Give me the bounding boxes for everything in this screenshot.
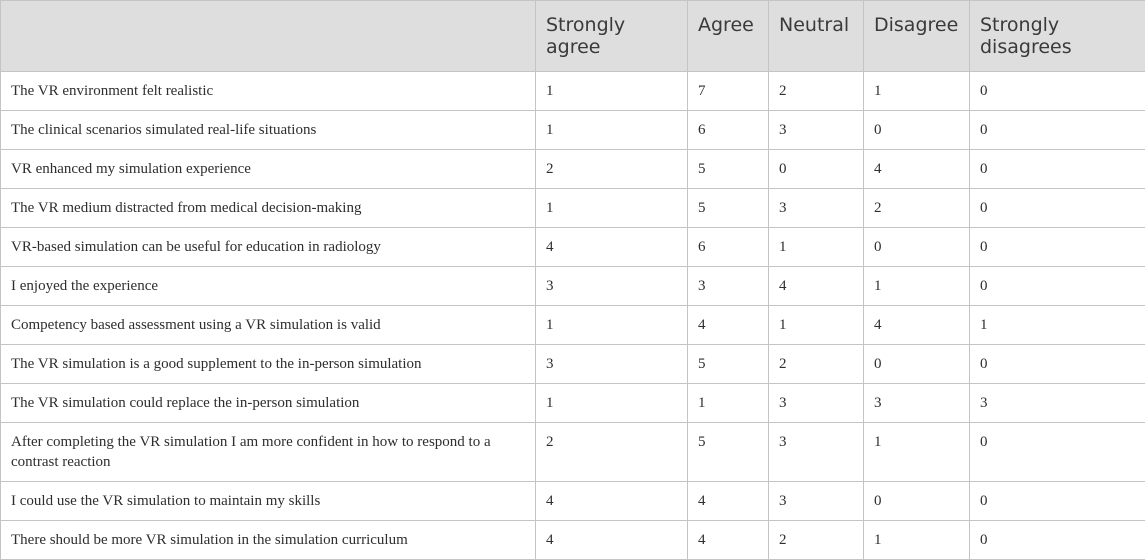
cell-strongly-disagrees: 0 [970,267,1145,306]
cell-disagree: 4 [864,306,970,345]
header-strongly-agree: Strongly agree [536,1,688,72]
table-row [1,482,1145,521]
cell-neutral: 2 [769,521,864,560]
table-row [1,111,1145,150]
cell-strongly-agree: 3 [536,345,688,384]
row-statement: I enjoyed the experience [1,267,536,306]
cell-strongly-agree: 1 [536,111,688,150]
cell-strongly-disagrees: 3 [970,384,1145,423]
cell-strongly-agree: 1 [536,72,688,111]
cell-agree: 4 [688,482,769,521]
cell-strongly-disagrees: 0 [970,482,1145,521]
cell-agree: 6 [688,111,769,150]
table-row [1,228,1145,267]
cell-strongly-disagrees: 0 [970,150,1145,189]
table-row [1,423,1145,482]
table-row [1,150,1145,189]
cell-neutral: 4 [769,267,864,306]
cell-strongly-disagrees: 0 [970,189,1145,228]
cell-disagree: 1 [864,267,970,306]
cell-strongly-agree: 2 [536,150,688,189]
row-statement: VR enhanced my simulation experience [1,150,536,189]
cell-strongly-disagrees: 0 [970,228,1145,267]
cell-strongly-agree: 1 [536,189,688,228]
cell-neutral: 2 [769,72,864,111]
cell-strongly-agree: 4 [536,228,688,267]
table-row [1,72,1145,111]
row-statement: The VR simulation could replace the in-person simulation [1,384,536,423]
row-statement: The VR medium distracted from medical decision-making [1,189,536,228]
cell-strongly-disagrees: 0 [970,521,1145,560]
cell-agree: 1 [688,384,769,423]
row-statement: After completing the VR simulation I am more confident in how to respond to a contrast reaction [1,423,536,482]
cell-neutral: 3 [769,189,864,228]
table-header [1,1,1145,72]
cell-neutral: 1 [769,306,864,345]
cell-neutral: 3 [769,482,864,521]
cell-disagree: 0 [864,111,970,150]
cell-strongly-agree: 4 [536,521,688,560]
cell-agree: 5 [688,189,769,228]
cell-strongly-disagrees: 0 [970,423,1145,482]
cell-neutral: 1 [769,228,864,267]
cell-strongly-disagrees: 0 [970,345,1145,384]
table-row [1,189,1145,228]
cell-disagree: 1 [864,72,970,111]
row-statement: There should be more VR simulation in the simulation curriculum [1,521,536,560]
header-statement [1,1,536,72]
cell-disagree: 0 [864,345,970,384]
cell-agree: 4 [688,306,769,345]
cell-neutral: 3 [769,384,864,423]
cell-disagree: 3 [864,384,970,423]
cell-agree: 7 [688,72,769,111]
cell-neutral: 3 [769,423,864,482]
row-statement: I could use the VR simulation to maintain my skills [1,482,536,521]
cell-disagree: 2 [864,189,970,228]
cell-disagree: 0 [864,228,970,267]
cell-agree: 6 [688,228,769,267]
cell-disagree: 4 [864,150,970,189]
cell-strongly-agree: 1 [536,306,688,345]
table-row [1,384,1145,423]
cell-agree: 5 [688,150,769,189]
cell-neutral: 3 [769,111,864,150]
row-statement: The VR environment felt realistic [1,72,536,111]
cell-strongly-disagrees: 0 [970,111,1145,150]
cell-agree: 5 [688,345,769,384]
cell-agree: 4 [688,521,769,560]
header-strongly-disagrees: Strongly disagrees [970,1,1145,72]
row-statement: The clinical scenarios simulated real-life situations [1,111,536,150]
row-statement: VR-based simulation can be useful for education in radiology [1,228,536,267]
cell-agree: 5 [688,423,769,482]
cell-neutral: 2 [769,345,864,384]
table-body [1,72,1145,560]
cell-strongly-agree: 2 [536,423,688,482]
cell-disagree: 0 [864,482,970,521]
cell-strongly-agree: 3 [536,267,688,306]
row-statement: The VR simulation is a good supplement to the in-person simulation [1,345,536,384]
row-statement: Competency based assessment using a VR simulation is valid [1,306,536,345]
cell-strongly-agree: 4 [536,482,688,521]
cell-disagree: 1 [864,423,970,482]
header-neutral: Neutral [769,1,864,72]
cell-neutral: 0 [769,150,864,189]
cell-strongly-agree: 1 [536,384,688,423]
header-agree: Agree [688,1,769,72]
cell-strongly-disagrees: 1 [970,306,1145,345]
cell-agree: 3 [688,267,769,306]
table-row [1,267,1145,306]
cell-strongly-disagrees: 0 [970,72,1145,111]
header-row [1,1,1145,72]
header-disagree: Disagree [864,1,970,72]
table-row [1,306,1145,345]
table-row [1,345,1145,384]
cell-disagree: 1 [864,521,970,560]
